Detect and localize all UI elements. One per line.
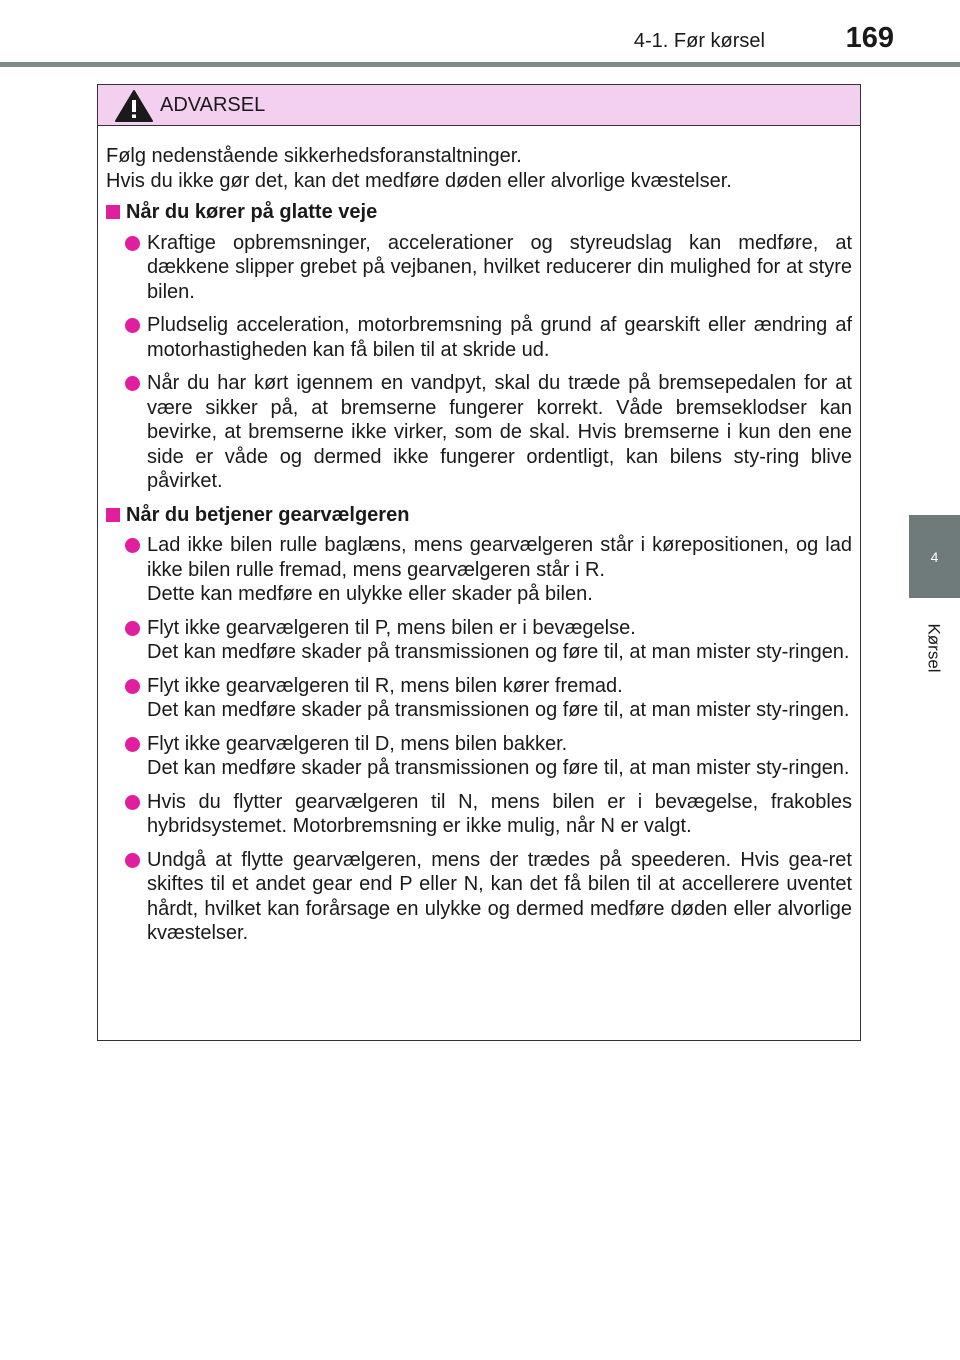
bullet-paragraph: Kraftige opbremsninger, accelerationer og styreudslag kan medføre, at dækkene slipper grebet på vejbanen, hvilket reducerer din mulighed for at styre bilen. xyxy=(147,231,852,303)
bullet-text xyxy=(147,533,852,607)
section-heading xyxy=(106,503,852,528)
square-bullet-icon xyxy=(106,205,120,219)
section-heading-text: Når du kører på glatte veje xyxy=(126,201,378,223)
bullet-text xyxy=(147,313,852,362)
round-bullet-icon xyxy=(125,621,140,636)
round-bullet-icon xyxy=(125,318,140,333)
round-bullet-icon xyxy=(125,737,140,752)
warning-header xyxy=(98,85,860,126)
section-heading xyxy=(106,200,852,225)
bullet-item xyxy=(125,732,852,781)
warning-body xyxy=(98,126,860,946)
warning-intro xyxy=(106,144,852,193)
bullet-paragraph: Pludselig acceleration, motorbremsning på grund af gearskift eller ændring af motorhastigheden kan få bilen til at skride ud. xyxy=(147,314,852,361)
bullet-paragraph: Når du har kørt igennem en vandpyt, skal du træde på bremsepedalen for at være sikker på, at bremserne fungerer korrekt. Våde bremseklodser kan bevirke, at bremserne ikke virker, som de skal. Hvis bremserne i kun den ene side er våde og dermed ikke fungerer ordentligt, kan bilens sty-ring blive påvirket. xyxy=(147,372,852,492)
bullet-text xyxy=(147,371,852,494)
bullet-paragraph: Flyt ikke gearvælgeren til P, mens bilen er i bevægelse. xyxy=(147,616,636,639)
bullet-text xyxy=(147,231,852,305)
bullet-paragraph: Flyt ikke gearvælgeren til D, mens bilen bakker. xyxy=(147,732,568,755)
round-bullet-icon xyxy=(125,538,140,553)
bullet-item xyxy=(125,533,852,607)
bullet-item xyxy=(125,616,852,665)
bullet-paragraph: Lad ikke bilen rulle baglæns, mens gearvælgeren står i kørepositionen, og lad ikke bilen rulle fremad, mens gearvælgeren står i R. xyxy=(147,534,852,581)
intro-line: Følg nedenstående sikkerhedsforanstaltninger. xyxy=(106,145,522,167)
warning-sections xyxy=(106,200,852,946)
bullet-text xyxy=(147,732,852,781)
chapter-label-text: Kørsel xyxy=(925,623,944,673)
round-bullet-icon xyxy=(125,376,140,391)
intro-line: Hvis du ikke gør det, kan det medføre døden eller alvorlige kvæstelser. xyxy=(106,169,732,192)
bullet-paragraph: Hvis du flytter gearvælgeren til N, mens bilen er i bevægelse, frakobles hybridsystemet. Motorbremsning er ikke mulig, når N er valgt. xyxy=(147,790,852,837)
bullet-paragraph: Flyt ikke gearvælgeren til R, mens bilen kører fremad. xyxy=(147,674,623,697)
bullet-paragraph: Det kan medføre skader på transmissionen og føre til, at man mister sty-ringen. xyxy=(147,641,850,663)
bullet-text xyxy=(147,674,852,723)
round-bullet-icon xyxy=(125,679,140,694)
page-number: 169 xyxy=(845,22,894,54)
square-bullet-icon xyxy=(106,508,120,522)
warning-section xyxy=(106,503,852,946)
round-bullet-icon xyxy=(125,795,140,810)
round-bullet-icon xyxy=(125,236,140,251)
bullet-item xyxy=(125,313,852,362)
chapter-tab xyxy=(909,515,960,598)
bullet-item xyxy=(125,848,852,946)
bullet-text xyxy=(147,616,852,665)
section-heading-text: Når du betjener gearvælgeren xyxy=(126,503,410,526)
bullet-text xyxy=(147,790,852,839)
chapter-label xyxy=(914,608,954,688)
bullet-item xyxy=(125,790,852,839)
bullet-paragraph: Dette kan medføre en ulykke eller skader på bilen. xyxy=(147,583,593,605)
bullet-paragraph: Undgå at flytte gearvælgeren, mens der trædes på speederen. Hvis gea-ret skiftes til et andet gear end P eller N, kan det få bilen til at accellerere uventet hårdt, hvilket kan forårsage en ulykke og dermed medføre døden eller alvorlige kvæstelser. xyxy=(147,848,852,944)
bullet-text xyxy=(147,848,852,946)
bullet-paragraph: Det kan medføre skader på transmissionen og føre til, at man mister sty-ringen. xyxy=(147,757,850,779)
warning-triangle-icon xyxy=(114,89,154,123)
bullet-paragraph: Det kan medføre skader på transmissionen og føre til, at man mister sty-ringen. xyxy=(147,699,850,721)
bullet-item xyxy=(125,371,852,494)
warning-box xyxy=(97,84,861,1041)
bullet-item xyxy=(125,231,852,305)
chapter-number: 4 xyxy=(930,548,939,565)
warning-section xyxy=(106,200,852,494)
running-header-section: 4-1. Før kørsel xyxy=(633,30,765,52)
round-bullet-icon xyxy=(125,853,140,868)
bullet-item xyxy=(125,674,852,723)
header-rule xyxy=(0,62,960,67)
warning-title: ADVARSEL xyxy=(160,93,266,116)
